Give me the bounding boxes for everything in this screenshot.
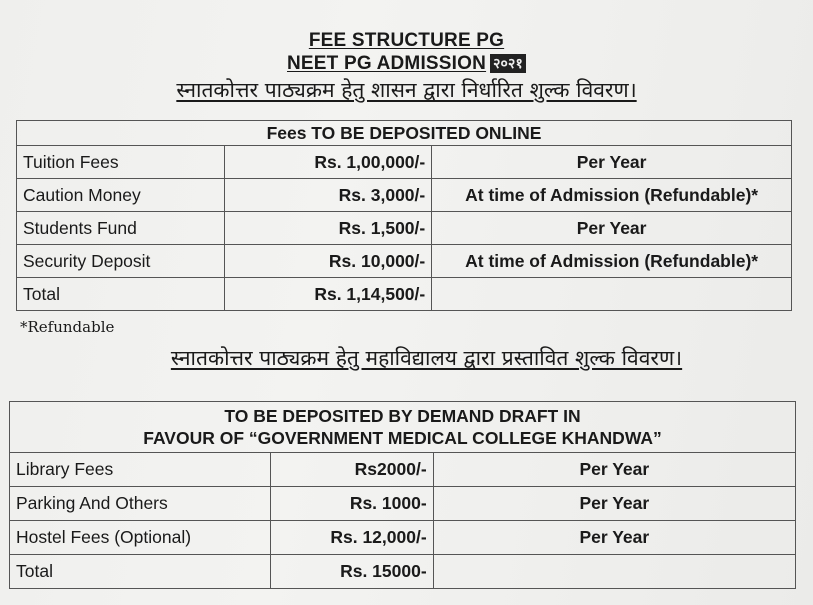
fee-period: At time of Admission (Refundable)* <box>432 179 792 212</box>
table-row <box>17 179 792 212</box>
fee-amount: Rs. 15000- <box>270 555 433 589</box>
fee-label: Tuition Fees <box>17 146 225 179</box>
fee-period: Per Year <box>432 146 792 179</box>
table-row-total <box>17 278 792 311</box>
demand-draft-caption-line1: TO BE DEPOSITED BY DEMAND DRAFT IN <box>224 406 581 426</box>
fee-period: At time of Admission (Refundable)* <box>432 245 792 278</box>
fee-label: Library Fees <box>10 453 271 487</box>
table-row <box>17 212 792 245</box>
hindi-heading-college: स्नातकोत्तर पाठ्यक्रम हेतु महाविद्यालय द्वारा प्रस्तावित शुल्क विवरण। <box>170 346 683 370</box>
fee-label: Total <box>17 278 225 311</box>
admission-subtitle: NEET PG ADMISSION २०२१ <box>0 53 813 75</box>
fee-amount: Rs2000/- <box>270 453 433 487</box>
document-title: FEE STRUCTURE PG <box>308 30 505 51</box>
fee-amount: Rs. 3,000/- <box>224 179 432 212</box>
refundable-note: *Refundable <box>20 318 115 336</box>
fee-amount: Rs. 1,500/- <box>224 212 432 245</box>
table-row <box>10 521 796 555</box>
fee-label: Total <box>10 555 271 589</box>
handwritten-year-mark: २०२१ <box>490 54 526 73</box>
fee-period: Per Year <box>433 487 795 521</box>
fee-label: Parking And Others <box>10 487 271 521</box>
fee-label: Security Deposit <box>17 245 225 278</box>
fee-period: Per Year <box>433 521 795 555</box>
fee-label: Hostel Fees (Optional) <box>10 521 271 555</box>
hindi-heading-government: स्नातकोत्तर पाठ्यक्रम हेतु शासन द्वारा निर्धारित शुल्क विवरण। <box>176 78 637 102</box>
fee-amount: Rs. 1000- <box>270 487 433 521</box>
fee-amount: Rs. 12,000/- <box>270 521 433 555</box>
table-row <box>10 453 796 487</box>
online-fees-caption: Fees TO BE DEPOSITED ONLINE <box>17 121 792 146</box>
demand-draft-fees-table <box>9 401 796 589</box>
fee-period <box>433 555 795 589</box>
demand-draft-caption <box>10 402 796 453</box>
fee-period: Per Year <box>432 212 792 245</box>
demand-draft-caption-line2: FAVOUR OF “GOVERNMENT MEDICAL COLLEGE KHANDWA” <box>143 428 662 448</box>
fee-label: Students Fund <box>17 212 225 245</box>
fee-label: Caution Money <box>17 179 225 212</box>
table-row <box>10 487 796 521</box>
fee-amount: Rs. 10,000/- <box>224 245 432 278</box>
fee-period: Per Year <box>433 453 795 487</box>
fee-amount: Rs. 1,00,000/- <box>224 146 432 179</box>
fee-amount: Rs. 1,14,500/- <box>224 278 432 311</box>
fee-period <box>432 278 792 311</box>
table-row <box>17 245 792 278</box>
online-fees-table <box>16 120 792 311</box>
table-row <box>17 146 792 179</box>
table-row-total <box>10 555 796 589</box>
